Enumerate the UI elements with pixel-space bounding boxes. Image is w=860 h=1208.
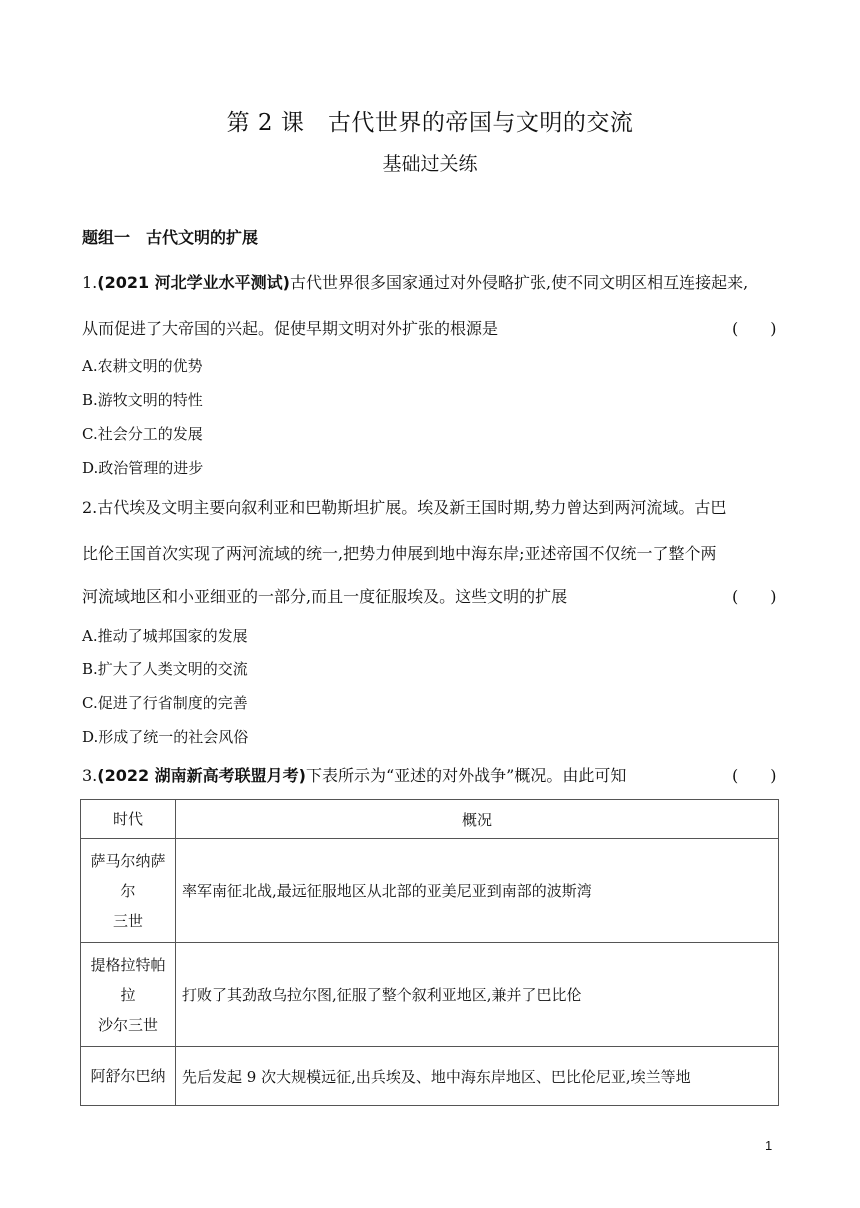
table-row: [81, 1047, 779, 1106]
q2-line1: 2.古代埃及文明主要向叙利亚和巴勒斯坦扩展。埃及新王国时期,势力曾达到两河流域。古巴: [82, 498, 727, 517]
q1-line2: 从而促进了大帝国的兴起。促使早期文明对外扩张的根源是: [82, 319, 499, 338]
header-summary: 概况: [176, 800, 779, 839]
q3-line1: [82, 763, 626, 786]
era-line: 沙尔三世: [97, 1015, 158, 1034]
q3-answer-blank: ( ): [732, 766, 777, 785]
q1-number: 1.: [82, 273, 98, 292]
q2-answer-blank: ( ): [732, 587, 777, 606]
era-cell: [81, 943, 176, 1047]
q2-line3: 河流域地区和小亚细亚的一部分,而且一度征服埃及。这些文明的扩展: [82, 587, 568, 606]
q1-source: (2021 河北学业水平测试): [97, 273, 290, 292]
q2-option-a: A.推动了城邦国家的发展: [82, 627, 248, 645]
era-line: 拉: [120, 985, 136, 1004]
page-title: 第 2 课 古代世界的帝国与文明的交流: [226, 110, 634, 136]
table-row: [81, 943, 779, 1047]
assyria-war-table: [80, 799, 779, 1106]
q1-option-c: C.社会分工的发展: [82, 425, 203, 443]
era-line: 尔: [120, 881, 136, 900]
q2-option-d: D.形成了统一的社会风俗: [82, 728, 249, 746]
q3-source: (2022 湖南新高考联盟月考): [97, 766, 306, 785]
q2-option-c: C.促进了行省制度的完善: [82, 694, 248, 712]
q1-text-1: 古代世界很多国家通过对外侵略扩张,使不同文明区相互连接起来,: [290, 273, 749, 292]
era-line: 提格拉特帕: [90, 955, 166, 974]
q1-line1: [82, 270, 748, 293]
era-cell: [81, 839, 176, 943]
section-heading: 题组一 古代文明的扩展: [82, 228, 259, 247]
era-cell: [81, 1047, 176, 1106]
page-subtitle: 基础过关练: [382, 153, 478, 175]
q3-text: 下表所示为“亚述的对外战争”概况。由此可知: [306, 766, 627, 785]
era-line: 三世: [112, 911, 143, 930]
page-number: 1: [765, 1138, 773, 1153]
summary-cell: 率军南征北战,最远征服地区从北部的亚美尼亚到南部的波斯湾: [176, 839, 779, 943]
header-era: 时代: [81, 800, 176, 839]
table-row: [81, 839, 779, 943]
q1-option-d: D.政治管理的进步: [82, 459, 204, 477]
q2-option-b: B.扩大了人类文明的交流: [82, 660, 248, 678]
q1-option-a: A.农耕文明的优势: [82, 357, 203, 375]
q1-answer-blank: ( ): [732, 319, 777, 338]
era-line: 阿舒尔巴纳: [90, 1067, 166, 1085]
era-line: 萨马尔纳萨: [90, 851, 166, 870]
summary-cell: 打败了其劲敌乌拉尔图,征服了整个叙利亚地区,兼并了巴比伦: [176, 943, 779, 1047]
summary-cell: 先后发起 9 次大规模远征,出兵埃及、地中海东岸地区、巴比伦尼亚,埃兰等地: [176, 1047, 779, 1106]
q2-line2: 比伦王国首次实现了两河流域的统一,把势力伸展到地中海东岸;亚述帝国不仅统一了整个两: [82, 544, 717, 563]
table-header-row: [81, 800, 779, 839]
q1-option-b: B.游牧文明的特性: [82, 391, 203, 409]
q3-number: 3.: [82, 766, 98, 785]
